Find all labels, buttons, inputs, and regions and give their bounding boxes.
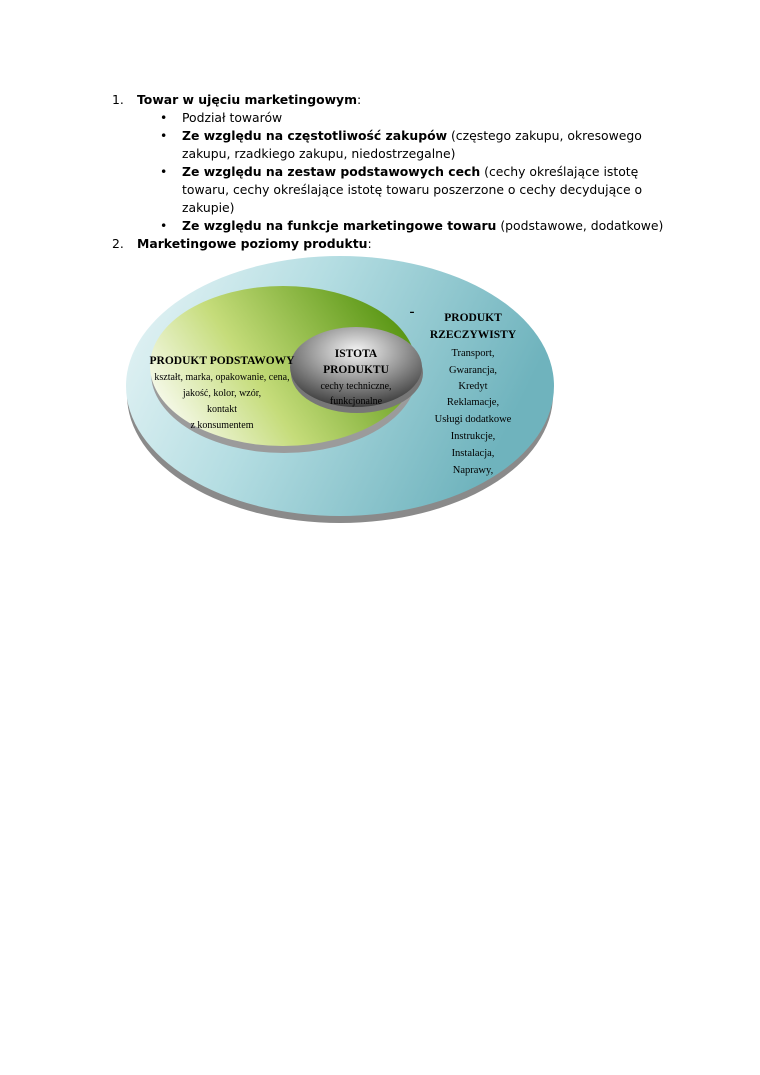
bullet-icon: • [160,164,168,179]
list-item: • Ze względu na funkcje marketingowe towaru (podstawowe, dodatkowe) [160,218,664,233]
outer-title-line2: RZECZYWISTY [429,329,517,341]
list-item: • Ze względu na zestaw podstawowych cech (cechy określające istotę towaru, cechy określające istotę towaru poszerzone o cechy decydujące o zakupie) [160,164,643,215]
middle-line: kontakt [207,404,237,415]
bullet-icon: • [160,218,168,233]
outer-line: Kredyt [458,381,488,392]
outer-line: Usługi dodatkowe [434,414,512,425]
item-number: 1. [112,92,124,107]
middle-line: kształt, marka, opakowanie, cena, [154,372,290,383]
item-number: 2. [112,236,124,251]
outer-line: Naprawy, [452,465,494,476]
outer-dash: - [409,304,415,320]
outer-line: Transport, [451,348,495,359]
outline-item-1: 1. Towar w ujęciu marketingowym: [112,92,362,107]
middle-line: z konsumentem [190,420,254,431]
list-item: • Ze względu na częstotliwość zakupów (częstego zakupu, okresowego zakupu, rzadkiego zakupu, niedostrzegalne) [160,128,642,161]
inner-line: cechy techniczne, [320,381,392,392]
inner-title-line1: ISTOTA [334,348,378,360]
list-item: • Podział towarów [160,110,283,125]
inner-title-line2: PRODUKTU [323,364,389,376]
item-title: Towar w ujęciu marketingowym [137,92,358,107]
inner-line: funkcjonalne [329,396,383,407]
outer-line: Instalacja, [451,448,495,459]
item-title: Marketingowe poziomy produktu [137,236,368,251]
outer-line: Gwarancja, [448,365,498,376]
bullet-icon: • [160,128,168,143]
outer-title-line1: PRODUKT [444,312,502,324]
bullet-icon: • [160,110,168,125]
outer-line: Reklamacje, [446,397,500,408]
middle-title: PRODUKT PODSTAWOWY [149,355,295,367]
middle-line: jakość, kolor, wzór, [182,388,262,399]
outline-item-2: 2. Marketingowe poziomy produktu: [112,236,372,251]
outer-line: Instrukcje, [450,431,496,442]
